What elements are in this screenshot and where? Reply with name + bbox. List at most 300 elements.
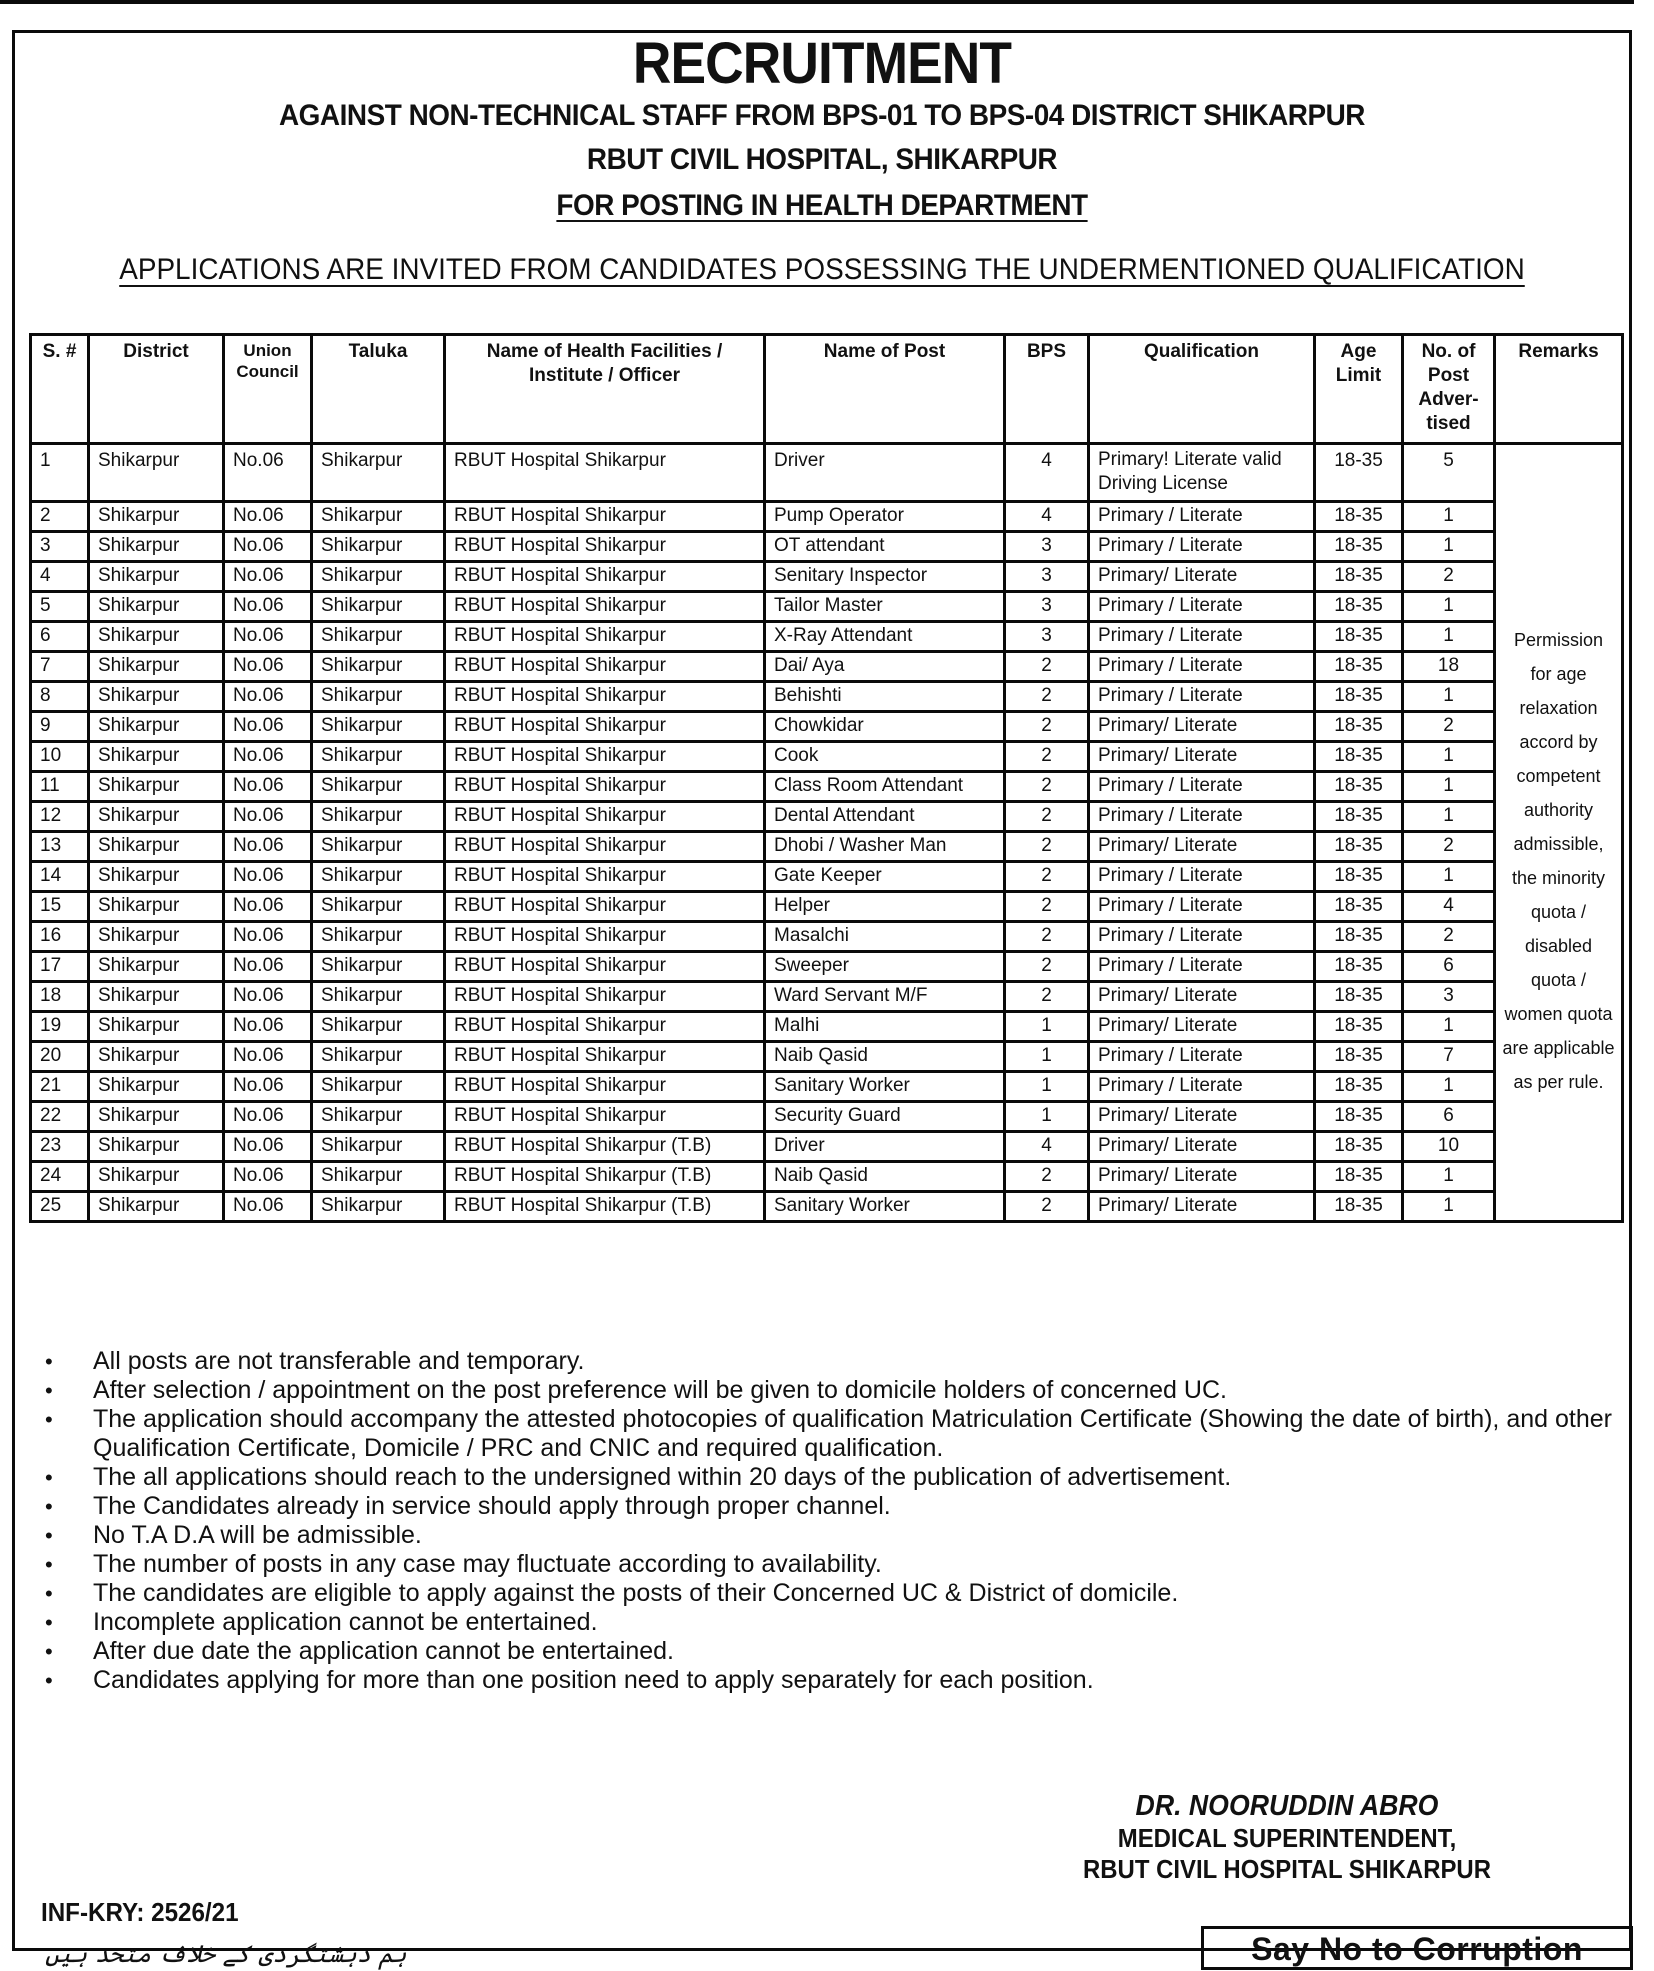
cell-facility: RBUT Hospital Shikarpur (T.B)	[445, 1132, 765, 1162]
cell-union-council: No.06	[224, 742, 312, 772]
cell-age-limit: 18-35	[1315, 772, 1403, 802]
cell-posts-count: 18	[1403, 652, 1495, 682]
cell-age-limit: 18-35	[1315, 622, 1403, 652]
cell-union-council: No.06	[224, 772, 312, 802]
cell-serial: 8	[31, 682, 89, 712]
col-header-taluka: Taluka	[312, 335, 445, 444]
cell-posts-count: 1	[1403, 772, 1495, 802]
cell-age-limit: 18-35	[1315, 1132, 1403, 1162]
cell-serial: 22	[31, 1102, 89, 1132]
cell-bps: 2	[1005, 952, 1089, 982]
table-row	[31, 1042, 1623, 1072]
cell-union-council: No.06	[224, 1012, 312, 1042]
bullet-icon: •	[45, 1552, 53, 1577]
terms-list-item	[35, 1550, 1635, 1579]
cell-serial: 23	[31, 1132, 89, 1162]
cell-facility: RBUT Hospital Shikarpur	[445, 652, 765, 682]
table-row	[31, 982, 1623, 1012]
cell-serial: 15	[31, 892, 89, 922]
cell-age-limit: 18-35	[1315, 982, 1403, 1012]
table-row	[31, 652, 1623, 682]
cell-serial: 21	[31, 1072, 89, 1102]
cell-facility: RBUT Hospital Shikarpur	[445, 922, 765, 952]
cell-district: Shikarpur	[89, 622, 224, 652]
table-row	[31, 712, 1623, 742]
cell-age-limit: 18-35	[1315, 802, 1403, 832]
cell-district: Shikarpur	[89, 1102, 224, 1132]
cell-qualification: Primary / Literate	[1089, 802, 1315, 832]
table-row	[31, 622, 1623, 652]
cell-facility: RBUT Hospital Shikarpur	[445, 1012, 765, 1042]
cell-facility: RBUT Hospital Shikarpur (T.B)	[445, 1162, 765, 1192]
cell-facility: RBUT Hospital Shikarpur	[445, 444, 765, 502]
cell-age-limit: 18-35	[1315, 952, 1403, 982]
table-row	[31, 1192, 1623, 1222]
cell-facility: RBUT Hospital Shikarpur	[445, 832, 765, 862]
cell-taluka: Shikarpur	[312, 802, 445, 832]
cell-serial: 13	[31, 832, 89, 862]
cell-qualification: Primary/ Literate	[1089, 982, 1315, 1012]
table-row	[31, 1162, 1623, 1192]
terms-text: Incomplete application cannot be entertained.	[93, 1608, 598, 1636]
cell-union-council: No.06	[224, 502, 312, 532]
cell-post-name: Malhi	[765, 1012, 1005, 1042]
cell-facility: RBUT Hospital Shikarpur	[445, 502, 765, 532]
cell-serial: 2	[31, 502, 89, 532]
cell-qualification: Primary/ Literate	[1089, 1102, 1315, 1132]
cell-qualification: Primary/ Literate	[1089, 1012, 1315, 1042]
cell-taluka: Shikarpur	[312, 1102, 445, 1132]
terms-list-item	[35, 1376, 1635, 1405]
cell-posts-count: 6	[1403, 952, 1495, 982]
cell-union-council: No.06	[224, 1072, 312, 1102]
cell-qualification: Primary/ Literate	[1089, 1192, 1315, 1222]
cell-union-council: No.06	[224, 982, 312, 1012]
cell-bps: 4	[1005, 444, 1089, 502]
terms-list-item	[35, 1666, 1635, 1695]
cell-posts-count: 1	[1403, 862, 1495, 892]
cell-bps: 1	[1005, 1072, 1089, 1102]
cell-facility: RBUT Hospital Shikarpur	[445, 982, 765, 1012]
cell-qualification: Primary/ Literate	[1089, 1132, 1315, 1162]
cell-district: Shikarpur	[89, 1132, 224, 1162]
table-row	[31, 1132, 1623, 1162]
urdu-slogan: ہم دہشتگردی کے خلاف متحد ہیں	[45, 1940, 407, 1968]
cell-posts-count: 1	[1403, 802, 1495, 832]
cell-post-name: Naib Qasid	[765, 1042, 1005, 1072]
cell-district: Shikarpur	[89, 502, 224, 532]
cell-bps: 2	[1005, 772, 1089, 802]
cell-union-council: No.06	[224, 622, 312, 652]
cell-facility: RBUT Hospital Shikarpur	[445, 562, 765, 592]
cell-post-name: Helper	[765, 892, 1005, 922]
terms-text: Candidates applying for more than one position need to apply separately for each position.	[93, 1666, 1094, 1694]
cell-posts-count: 1	[1403, 1162, 1495, 1192]
cell-bps: 2	[1005, 832, 1089, 862]
cell-post-name: Cook	[765, 742, 1005, 772]
cell-qualification: Primary/ Literate	[1089, 562, 1315, 592]
table-row	[31, 532, 1623, 562]
remarks-text: Permission for age relaxation accord by competent authority admissible, the minority quota / disabled quota / women quota are applicable as per rule.	[1502, 629, 1615, 1092]
cell-age-limit: 18-35	[1315, 592, 1403, 622]
table-body	[31, 444, 1623, 1222]
cell-age-limit: 18-35	[1315, 892, 1403, 922]
cell-union-council: No.06	[224, 712, 312, 742]
cell-post-name: Driver	[765, 444, 1005, 502]
cell-posts-count: 1	[1403, 502, 1495, 532]
table-row	[31, 892, 1623, 922]
terms-list-item	[35, 1347, 1635, 1376]
cell-post-name: Sweeper	[765, 952, 1005, 982]
cell-taluka: Shikarpur	[312, 922, 445, 952]
cell-post-name: Behishti	[765, 682, 1005, 712]
cell-bps: 2	[1005, 1192, 1089, 1222]
cell-serial: 16	[31, 922, 89, 952]
cell-age-limit: 18-35	[1315, 652, 1403, 682]
advertisement-subtitle: AGAINST NON-TECHNICAL STAFF FROM BPS-01 TO BPS-04 DISTRICT SHIKARPUR	[278, 99, 1365, 132]
cell-age-limit: 18-35	[1315, 1012, 1403, 1042]
cell-bps: 3	[1005, 532, 1089, 562]
cell-post-name: Security Guard	[765, 1102, 1005, 1132]
cell-union-council: No.06	[224, 562, 312, 592]
cell-qualification: Primary / Literate	[1089, 1042, 1315, 1072]
cell-post-name: Ward Servant M/F	[765, 982, 1005, 1012]
cell-age-limit: 18-35	[1315, 502, 1403, 532]
cell-bps: 2	[1005, 982, 1089, 1012]
cell-district: Shikarpur	[89, 892, 224, 922]
cell-posts-count: 3	[1403, 982, 1495, 1012]
cell-post-name: Class Room Attendant	[765, 772, 1005, 802]
cell-district: Shikarpur	[89, 1042, 224, 1072]
terms-text: All posts are not transferable and temporary.	[93, 1347, 585, 1375]
cell-serial: 1	[31, 444, 89, 502]
table-header-row	[31, 335, 1623, 444]
terms-text: After due date the application cannot be entertained.	[93, 1637, 674, 1665]
bullet-icon: •	[45, 1494, 53, 1519]
col-header-union-council: Union Council	[224, 335, 312, 444]
cell-district: Shikarpur	[89, 444, 224, 502]
cell-union-council: No.06	[224, 1042, 312, 1072]
cell-bps: 1	[1005, 1102, 1089, 1132]
cell-bps: 1	[1005, 1012, 1089, 1042]
cell-qualification: Primary/ Literate	[1089, 742, 1315, 772]
cell-serial: 12	[31, 802, 89, 832]
cell-taluka: Shikarpur	[312, 712, 445, 742]
cell-bps: 2	[1005, 712, 1089, 742]
signatory-designation: MEDICAL SUPERINTENDENT,	[1117, 1823, 1457, 1853]
cell-facility: RBUT Hospital Shikarpur	[445, 772, 765, 802]
cell-bps: 2	[1005, 742, 1089, 772]
cell-qualification: Primary/ Literate	[1089, 832, 1315, 862]
cell-union-council: No.06	[224, 592, 312, 622]
cell-age-limit: 18-35	[1315, 862, 1403, 892]
cell-qualification: Primary/ Literate	[1089, 712, 1315, 742]
cell-union-council: No.06	[224, 1162, 312, 1192]
terms-text: The application should accompany the attested photocopies of qualification Matriculation Certificate (Showing the date of birth), and other Qualification Certificate, Domicile / PRC and CNIC and required qualification.	[93, 1405, 1612, 1462]
signatory-name: DR. NOORUDDIN ABRO	[1135, 1790, 1439, 1822]
cell-qualification: Primary / Literate	[1089, 592, 1315, 622]
cell-district: Shikarpur	[89, 712, 224, 742]
reference-number: INF-KRY: 2526/21	[41, 1897, 239, 1927]
cell-posts-count: 2	[1403, 922, 1495, 952]
cell-taluka: Shikarpur	[312, 862, 445, 892]
cell-union-council: No.06	[224, 832, 312, 862]
col-header-district: District	[89, 335, 224, 444]
cell-serial: 19	[31, 1012, 89, 1042]
cell-post-name: Naib Qasid	[765, 1162, 1005, 1192]
col-header-facility: Name of Health Facilities / Institute / Officer	[445, 335, 765, 444]
cell-facility: RBUT Hospital Shikarpur	[445, 742, 765, 772]
cell-serial: 20	[31, 1042, 89, 1072]
cell-district: Shikarpur	[89, 742, 224, 772]
cell-district: Shikarpur	[89, 802, 224, 832]
cell-serial: 18	[31, 982, 89, 1012]
cell-qualification: Primary/ Literate	[1089, 1162, 1315, 1192]
terms-text: The number of posts in any case may fluctuate according to availability.	[93, 1550, 882, 1578]
cell-posts-count: 2	[1403, 562, 1495, 592]
department-line-text: FOR POSTING IN HEALTH DEPARTMENT	[556, 189, 1088, 222]
cell-posts-count: 1	[1403, 1072, 1495, 1102]
cell-post-name: Sanitary Worker	[765, 1072, 1005, 1102]
cell-serial: 3	[31, 532, 89, 562]
cell-taluka: Shikarpur	[312, 622, 445, 652]
cell-age-limit: 18-35	[1315, 712, 1403, 742]
cell-post-name: Driver	[765, 1132, 1005, 1162]
advertisement-frame	[12, 30, 1632, 1968]
bullet-icon: •	[45, 1378, 53, 1403]
cell-bps: 3	[1005, 622, 1089, 652]
cell-district: Shikarpur	[89, 532, 224, 562]
col-header-qualification: Qualification	[1089, 335, 1315, 444]
hospital-name: RBUT CIVIL HOSPITAL, SHIKARPUR	[586, 143, 1058, 176]
col-header-serial: S. #	[31, 335, 89, 444]
cell-posts-count: 10	[1403, 1132, 1495, 1162]
cell-post-name: Chowkidar	[765, 712, 1005, 742]
col-header-remarks: Remarks	[1495, 335, 1623, 444]
cell-facility: RBUT Hospital Shikarpur	[445, 952, 765, 982]
cell-bps: 2	[1005, 652, 1089, 682]
cell-age-limit: 18-35	[1315, 922, 1403, 952]
signature-block	[1027, 1789, 1547, 1885]
cell-facility: RBUT Hospital Shikarpur	[445, 592, 765, 622]
col-header-post-name: Name of Post	[765, 335, 1005, 444]
cell-facility: RBUT Hospital Shikarpur	[445, 1102, 765, 1132]
bullet-icon: •	[45, 1610, 53, 1635]
cell-district: Shikarpur	[89, 682, 224, 712]
table-row	[31, 682, 1623, 712]
table-row	[31, 562, 1623, 592]
cell-facility: RBUT Hospital Shikarpur	[445, 1072, 765, 1102]
cell-bps: 2	[1005, 922, 1089, 952]
cell-taluka: Shikarpur	[312, 562, 445, 592]
table-row	[31, 1102, 1623, 1132]
cell-posts-count: 1	[1403, 1012, 1495, 1042]
bullet-icon: •	[45, 1668, 53, 1693]
cell-taluka: Shikarpur	[312, 682, 445, 712]
cell-facility: RBUT Hospital Shikarpur	[445, 802, 765, 832]
posts-table	[29, 333, 1624, 1223]
table-row	[31, 922, 1623, 952]
cell-facility: RBUT Hospital Shikarpur	[445, 712, 765, 742]
terms-list-item	[35, 1405, 1635, 1463]
cell-post-name: Sanitary Worker	[765, 1192, 1005, 1222]
cell-taluka: Shikarpur	[312, 1042, 445, 1072]
bullet-icon: •	[45, 1523, 53, 1548]
cell-post-name: Senitary Inspector	[765, 562, 1005, 592]
cell-age-limit: 18-35	[1315, 1162, 1403, 1192]
cell-district: Shikarpur	[89, 1072, 224, 1102]
cell-qualification: Primary / Literate	[1089, 862, 1315, 892]
cell-bps: 3	[1005, 562, 1089, 592]
cell-qualification: Primary / Literate	[1089, 1072, 1315, 1102]
cell-age-limit: 18-35	[1315, 1192, 1403, 1222]
cell-district: Shikarpur	[89, 832, 224, 862]
cell-age-limit: 18-35	[1315, 562, 1403, 592]
cell-age-limit: 18-35	[1315, 444, 1403, 502]
cell-posts-count: 1	[1403, 1192, 1495, 1222]
bullet-icon: •	[45, 1465, 53, 1490]
cell-bps: 4	[1005, 1132, 1089, 1162]
terms-text: The all applications should reach to the undersigned within 20 days of the publication of advertisement.	[93, 1463, 1232, 1491]
cell-district: Shikarpur	[89, 592, 224, 622]
cell-union-council: No.06	[224, 444, 312, 502]
cell-qualification: Primary / Literate	[1089, 652, 1315, 682]
cell-posts-count: 1	[1403, 532, 1495, 562]
cell-serial: 10	[31, 742, 89, 772]
cell-post-name: OT attendant	[765, 532, 1005, 562]
cell-post-name: Pump Operator	[765, 502, 1005, 532]
cell-district: Shikarpur	[89, 952, 224, 982]
cell-serial: 5	[31, 592, 89, 622]
cell-age-limit: 18-35	[1315, 832, 1403, 862]
cell-posts-count: 6	[1403, 1102, 1495, 1132]
bullet-icon: •	[45, 1349, 53, 1374]
cell-taluka: Shikarpur	[312, 772, 445, 802]
terms-text: After selection / appointment on the post preference will be given to domicile holders of concerned UC.	[93, 1376, 1227, 1404]
cell-posts-count: 1	[1403, 592, 1495, 622]
table-row	[31, 952, 1623, 982]
cell-taluka: Shikarpur	[312, 1192, 445, 1222]
cell-serial: 24	[31, 1162, 89, 1192]
cell-bps: 2	[1005, 862, 1089, 892]
table-row	[31, 832, 1623, 862]
cell-qualification: Primary / Literate	[1089, 772, 1315, 802]
invitation-line	[71, 255, 1572, 285]
terms-list-item	[35, 1521, 1635, 1550]
bullet-icon: •	[45, 1407, 53, 1432]
terms-text: The Candidates already in service should apply through proper channel.	[93, 1492, 891, 1520]
cell-union-council: No.06	[224, 652, 312, 682]
table-row	[31, 1012, 1623, 1042]
cell-taluka: Shikarpur	[312, 1162, 445, 1192]
cell-age-limit: 18-35	[1315, 532, 1403, 562]
cell-qualification: Primary / Literate	[1089, 892, 1315, 922]
cell-qualification: Primary! Literate valid Driving License	[1089, 444, 1315, 502]
cell-union-council: No.06	[224, 862, 312, 892]
cell-union-council: No.06	[224, 802, 312, 832]
cell-bps: 2	[1005, 1162, 1089, 1192]
cell-post-name: Dai/ Aya	[765, 652, 1005, 682]
cell-posts-count: 7	[1403, 1042, 1495, 1072]
cell-district: Shikarpur	[89, 1162, 224, 1192]
table-row	[31, 592, 1623, 622]
cell-serial: 14	[31, 862, 89, 892]
cell-bps: 2	[1005, 892, 1089, 922]
cell-qualification: Primary / Literate	[1089, 922, 1315, 952]
cell-serial: 17	[31, 952, 89, 982]
table-row	[31, 862, 1623, 892]
cell-posts-count: 2	[1403, 832, 1495, 862]
cell-post-name: Tailor Master	[765, 592, 1005, 622]
terms-text: The candidates are eligible to apply against the posts of their Concerned UC & District of domicile.	[93, 1579, 1179, 1607]
cell-union-council: No.06	[224, 922, 312, 952]
cell-posts-count: 2	[1403, 712, 1495, 742]
cell-union-council: No.06	[224, 1102, 312, 1132]
cell-post-name: Dental Attendant	[765, 802, 1005, 832]
cell-district: Shikarpur	[89, 1012, 224, 1042]
cell-district: Shikarpur	[89, 1192, 224, 1222]
cell-union-council: No.06	[224, 952, 312, 982]
cell-posts-count: 5	[1403, 444, 1495, 502]
cell-facility: RBUT Hospital Shikarpur	[445, 1042, 765, 1072]
cell-facility: RBUT Hospital Shikarpur	[445, 862, 765, 892]
cell-facility: RBUT Hospital Shikarpur	[445, 532, 765, 562]
cell-taluka: Shikarpur	[312, 592, 445, 622]
cell-district: Shikarpur	[89, 922, 224, 952]
cell-taluka: Shikarpur	[312, 1072, 445, 1102]
col-header-posts-advertised: No. of Post Adver- tised	[1403, 335, 1495, 444]
cell-taluka: Shikarpur	[312, 1012, 445, 1042]
cell-qualification: Primary / Literate	[1089, 532, 1315, 562]
cell-qualification: Primary / Literate	[1089, 622, 1315, 652]
cell-taluka: Shikarpur	[312, 502, 445, 532]
terms-list-item	[35, 1463, 1635, 1492]
cell-taluka: Shikarpur	[312, 1132, 445, 1162]
cell-taluka: Shikarpur	[312, 444, 445, 502]
cell-remarks	[1495, 444, 1623, 1222]
cell-post-name: Gate Keeper	[765, 862, 1005, 892]
cell-serial: 9	[31, 712, 89, 742]
cell-posts-count: 4	[1403, 892, 1495, 922]
cell-facility: RBUT Hospital Shikarpur (T.B)	[445, 1192, 765, 1222]
cell-bps: 3	[1005, 592, 1089, 622]
terms-list-item	[35, 1492, 1635, 1521]
cell-posts-count: 1	[1403, 742, 1495, 772]
cell-posts-count: 1	[1403, 682, 1495, 712]
cell-union-council: No.06	[224, 682, 312, 712]
cell-facility: RBUT Hospital Shikarpur	[445, 892, 765, 922]
cell-taluka: Shikarpur	[312, 532, 445, 562]
table-row	[31, 502, 1623, 532]
cell-facility: RBUT Hospital Shikarpur	[445, 622, 765, 652]
cell-bps: 1	[1005, 1042, 1089, 1072]
table-row	[31, 742, 1623, 772]
cell-taluka: Shikarpur	[312, 952, 445, 982]
cell-union-council: No.06	[224, 892, 312, 922]
cell-serial: 25	[31, 1192, 89, 1222]
cell-post-name: Masalchi	[765, 922, 1005, 952]
cell-age-limit: 18-35	[1315, 1072, 1403, 1102]
cell-district: Shikarpur	[89, 562, 224, 592]
cell-facility: RBUT Hospital Shikarpur	[445, 682, 765, 712]
cell-taluka: Shikarpur	[312, 832, 445, 862]
cell-taluka: Shikarpur	[312, 652, 445, 682]
terms-text: No T.A D.A will be admissible.	[93, 1521, 422, 1549]
cell-taluka: Shikarpur	[312, 742, 445, 772]
cell-qualification: Primary / Literate	[1089, 952, 1315, 982]
table-row	[31, 444, 1623, 502]
cell-age-limit: 18-35	[1315, 1102, 1403, 1132]
